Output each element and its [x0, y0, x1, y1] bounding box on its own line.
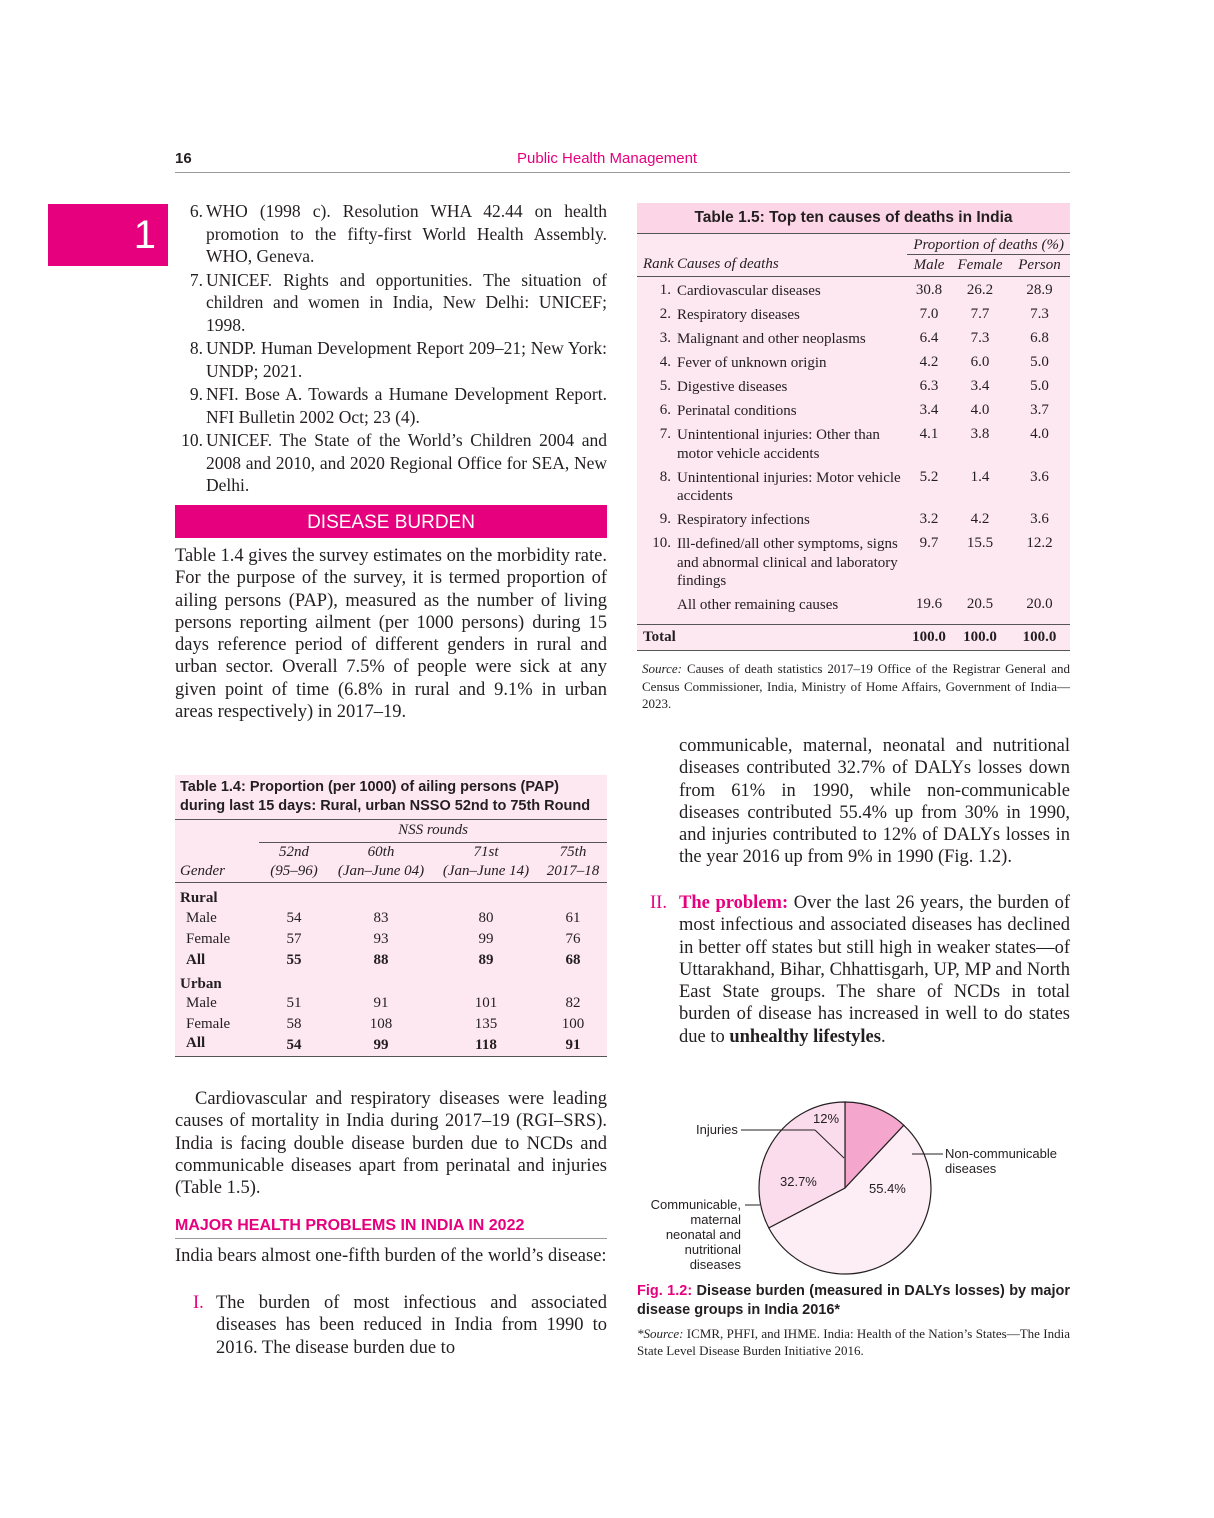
reference-item: [175, 429, 607, 497]
cause-cell: Fever of unknown origin: [677, 355, 827, 371]
table-row: [637, 533, 1070, 594]
female-cell: 3.4: [970, 378, 990, 394]
person-cell: 3.6: [1030, 511, 1049, 527]
running-head: Public Health Management: [517, 150, 698, 167]
cause-cell: Perinatal conditions: [677, 403, 797, 419]
male-cell: 3.2: [919, 511, 939, 527]
list-number-I: I.: [193, 1293, 204, 1313]
cell: 101: [474, 995, 498, 1011]
table-row: [637, 400, 1070, 424]
rank-cell: 6.: [659, 402, 671, 418]
table-row: [637, 509, 1070, 533]
value-label-ncd: 55.4%: [869, 1181, 906, 1196]
cell: 80: [478, 910, 494, 926]
cell: 88: [373, 952, 389, 968]
nss-rounds-header: NSS rounds: [259, 820, 607, 842]
table-row: [175, 929, 607, 950]
source-text: Causes of death statistics 2017–19 Office of the Registrar General and Census Commissioner, India, Ministry of Home Affairs, Government of India—2023.: [642, 661, 1071, 711]
person-header: Person: [1018, 256, 1061, 273]
rank-cell: 5.: [659, 378, 671, 394]
section-label-urban: Urban: [180, 976, 222, 992]
male-cell: 6.3: [919, 378, 939, 394]
person-cell: 20.0: [1026, 596, 1053, 612]
cause-cell: Unintentional injuries: Motor vehicle accidents: [677, 469, 901, 504]
cell: 68: [565, 952, 581, 968]
reference-text: UNICEF. Rights and opportunities. The situation of children and women in India, New Delhi: UNICEF; 1998.: [206, 269, 607, 335]
gender-header: Gender: [180, 863, 225, 880]
section-heading-disease-burden: DISEASE BURDEN: [175, 505, 607, 538]
total-male: 100.0: [912, 628, 946, 645]
rank-cell: 7.: [659, 426, 671, 442]
male-cell: 19.6: [915, 596, 943, 612]
female-cell: 4.0: [970, 402, 990, 418]
period-header: (Jan–June 14): [442, 863, 530, 880]
cell: 58: [286, 1016, 302, 1032]
person-cell: 7.3: [1030, 306, 1049, 322]
cell: 108: [369, 1016, 393, 1032]
male-cell: 7.0: [919, 306, 939, 322]
cell: 57: [286, 931, 302, 947]
cause-cell: Respiratory diseases: [677, 307, 800, 323]
total-female: 100.0: [963, 628, 997, 645]
table-row: [637, 424, 1070, 467]
table-row: [637, 304, 1070, 328]
cell: 89: [478, 952, 494, 968]
table-row: [637, 467, 1070, 510]
female-cell: 20.5: [966, 596, 994, 612]
table-1-4-caption: Table 1.4: Proportion (per 1000) of ailing persons (PAP) during last 15 days: Rural, urban NSSO 52nd to 75th Round: [175, 775, 607, 820]
label-communicable: [651, 1197, 742, 1272]
list-item-I-text: The burden of most infectious and associated diseases has been reduced in India from 1990 to 2016. The disease burden due to: [216, 1293, 607, 1358]
person-cell: 28.9: [1026, 282, 1053, 298]
male-cell: 4.1: [919, 426, 939, 442]
round-header: 75th: [559, 843, 587, 860]
rank-cell: [637, 594, 677, 618]
table-1-4: [175, 775, 607, 1057]
label-communicable-line: maternal: [690, 1212, 741, 1227]
cause-cell: Unintentional injuries: Other than motor vehicle accidents: [677, 427, 880, 462]
cell: 61: [565, 910, 581, 926]
cell: 99: [373, 1036, 389, 1053]
reference-number: 9.: [189, 384, 203, 404]
cell: 54: [286, 910, 302, 926]
section-label-rural: Rural: [180, 889, 218, 906]
label-injuries: Injuries: [696, 1122, 738, 1137]
reference-item: [175, 200, 607, 268]
rank-cell: 3.: [659, 330, 671, 346]
figure-label: Fig. 1.2:: [637, 1283, 693, 1299]
table-row: [637, 376, 1070, 400]
cell: 100: [561, 1016, 585, 1032]
rank-header: Rank: [643, 256, 674, 273]
female-cell: 1.4: [970, 468, 990, 485]
label-ncd-line: Non-communicable: [945, 1146, 1057, 1161]
rank-cell: 2.: [659, 306, 671, 322]
figure-source-label: *Source:: [637, 1326, 684, 1341]
reference-text: WHO (1998 c). Resolution WHA 42.44 on health promotion to the fifty-first World Health Assembly. WHO, Geneva.: [206, 201, 607, 266]
male-cell: 30.8: [915, 282, 943, 298]
proportion-header: Proportion of deaths (%): [907, 234, 1070, 254]
reference-number: 10.: [181, 430, 203, 450]
period-header: 2017–18: [546, 863, 600, 880]
label-communicable-line: diseases: [689, 1257, 741, 1272]
person-cell: 5.0: [1030, 354, 1049, 370]
cell: 93: [373, 931, 389, 947]
rank-cell: 9.: [659, 511, 671, 527]
male-cell: 6.4: [919, 330, 939, 346]
female-cell: 3.8: [970, 426, 990, 442]
page-number: 16: [175, 150, 192, 167]
dalys-paragraph: communicable, maternal, neonatal and nutritional diseases contributed 32.7% of DALYs losses down from 61% in 1990, while non-communicable diseases contributed 55.4% up from 30% in 1990, and injuries contributed to 12% of DALYs losses in the year 2016 up from 9% in 1990 (Fig. 1.2).: [679, 736, 1070, 868]
period-header: (Jan–June 04): [337, 863, 425, 880]
male-cell: 4.2: [919, 354, 939, 370]
label-ncd: [945, 1146, 1057, 1176]
causes-header: Causes of deaths: [677, 256, 779, 273]
list-item-II-text: [679, 892, 1070, 1048]
male-cell: 9.7: [919, 535, 939, 551]
reference-item: [175, 337, 607, 382]
cell: 99: [478, 931, 494, 947]
problem-lead: The problem:: [679, 893, 789, 913]
female-cell: 7.3: [970, 330, 990, 346]
cause-cell: Cardiovascular diseases: [677, 283, 821, 299]
table-row: [637, 352, 1070, 376]
period-header: (95–96): [270, 863, 318, 880]
figure-caption: [637, 1282, 1070, 1320]
header-rule: [175, 172, 1070, 173]
male-cell: 3.4: [919, 402, 939, 418]
female-cell: 15.5: [966, 535, 994, 551]
reference-number: 6.: [189, 201, 203, 221]
cell: 83: [373, 910, 389, 926]
chapter-tab: 1: [48, 204, 168, 266]
person-cell: 3.7: [1030, 402, 1049, 418]
cause-cell: All other remaining causes: [677, 597, 839, 613]
round-header: 52nd: [279, 843, 309, 860]
figure-caption-text: Disease burden (measured in DALYs losses) by major disease groups in India 2016*: [637, 1283, 1070, 1318]
female-cell: 6.0: [970, 354, 990, 370]
table-1-5-source: [642, 660, 1070, 713]
label-communicable-line: neonatal and: [665, 1227, 741, 1242]
person-cell: 12.2: [1026, 535, 1053, 551]
figure-source-text: ICMR, PHFI, and IHME. India: Health of the Nation’s States—The India State Level Disease Burden Initiative 2016.: [637, 1326, 1070, 1358]
row-label: Male: [186, 995, 217, 1011]
cell: 55: [286, 952, 302, 968]
table-row: [637, 328, 1070, 352]
reference-number: 8.: [189, 338, 203, 358]
cell: 51: [286, 995, 302, 1011]
value-label-communicable: 32.7%: [780, 1174, 817, 1189]
cause-cell: Digestive diseases: [677, 379, 788, 395]
total-person: 100.0: [1022, 628, 1057, 645]
label-communicable-line: Communicable,: [650, 1197, 741, 1212]
problem-end: .: [880, 1026, 886, 1047]
cell: 82: [565, 995, 581, 1011]
round-header: 71st: [473, 843, 499, 860]
figure-source: [637, 1325, 1070, 1359]
reference-list: [175, 200, 607, 498]
person-cell: 3.6: [1030, 468, 1049, 485]
person-cell: 4.0: [1030, 426, 1049, 442]
total-label: Total: [643, 628, 676, 645]
row-label: All: [186, 1035, 206, 1052]
table-row: [175, 1014, 607, 1035]
problem-emphasis: unhealthy lifestyles: [729, 1026, 881, 1047]
cause-cell: Respiratory infections: [677, 512, 810, 528]
table-row: [175, 950, 607, 971]
table-row: [175, 1035, 607, 1056]
cell: 54: [286, 1036, 302, 1053]
male-cell: 5.2: [919, 468, 939, 485]
rank-cell: 10.: [652, 535, 671, 551]
reference-text: NFI. Bose A. Towards a Humane Development Report. NFI Bulletin 2002 Oct; 23 (4).: [206, 384, 607, 427]
cell: 91: [373, 995, 389, 1011]
cell: 76: [565, 931, 581, 947]
table-1-5: [637, 203, 1070, 651]
row-label: Male: [186, 910, 217, 926]
label-communicable-line: nutritional: [684, 1242, 741, 1257]
mortality-paragraph: Cardiovascular and respiratory diseases were leading causes of mortality in India during 2017–19 (RGI–SRS). India is facing double disease burden due to NCDs and communicable diseases apart from perinatal and injuries (Table 1.5).: [175, 1089, 607, 1199]
female-header: Female: [957, 256, 1003, 273]
burden-intro-paragraph: India bears almost one-fifth burden of the world’s disease:: [175, 1246, 607, 1266]
table-row: [175, 908, 607, 929]
cause-cell: Ill-defined/all other symptoms, signs and abnormal clinical and laboratory findings: [677, 536, 898, 589]
cause-cell: Malignant and other neoplasms: [677, 331, 866, 347]
female-cell: 7.7: [970, 306, 990, 322]
person-cell: 5.0: [1030, 378, 1049, 394]
label-ncd-line: diseases: [945, 1161, 997, 1176]
reference-item: [175, 269, 607, 337]
cell: 135: [474, 1016, 498, 1032]
reference-text: UNICEF. The State of the World’s Children 2004 and 2008 and 2010, and 2020 Regional Office for SEA, New Delhi.: [206, 430, 607, 495]
reference-text: UNDP. Human Development Report 209–21; New York: UNDP; 2021.: [206, 338, 607, 381]
rank-cell: 4.: [659, 354, 671, 370]
female-cell: 26.2: [966, 282, 994, 298]
reference-item: [175, 383, 607, 428]
table-row: [175, 993, 607, 1014]
total-row: [637, 624, 1070, 650]
row-label: All: [186, 952, 206, 968]
pie-chart: [637, 1090, 1070, 1285]
section-heading-major-problems: MAJOR HEALTH PROBLEMS IN INDIA IN 2022: [175, 1217, 607, 1239]
value-label-injuries: 12%: [813, 1111, 840, 1126]
round-header: 60th: [367, 843, 395, 860]
disease-burden-paragraph: Table 1.4 gives the survey estimates on the morbidity rate. For the purpose of the survey, it is termed proportion of ailing persons (PAP), measured as the number of living persons reporting ailment (per 1000 persons) during 15 days reference period of different genders in rural and urban sector. Overall 7.5% of people were sick at any given point of time (6.8% in rural and 9.1% in urban areas respectively) in 2017–19.: [175, 546, 607, 723]
table-row: [637, 594, 1070, 618]
rank-cell: 1.: [659, 282, 671, 298]
problem-text: Over the last 26 years, the burden of most infectious and associated diseases has declined in better off states but still high in weaker states—of Uttarakhand, Bihar, Chhattisgarh, UP, MP and North East State groups. The share of NCDs in total burden of disease has increased in well to do states due to: [679, 893, 1070, 1047]
list-number-II: II.: [650, 893, 667, 913]
male-header: Male: [913, 256, 945, 273]
table-1-5-caption: Table 1.5: Top ten causes of deaths in India: [637, 203, 1070, 234]
reference-number: 7.: [189, 269, 203, 290]
source-label: Source:: [642, 661, 682, 676]
row-label: Female: [186, 1016, 231, 1032]
row-label: Female: [186, 931, 231, 947]
cell: 91: [565, 1036, 581, 1053]
person-cell: 6.8: [1030, 330, 1049, 346]
table-row: [637, 280, 1070, 304]
cell: 118: [475, 1036, 497, 1053]
female-cell: 4.2: [970, 511, 990, 527]
rank-cell: 8.: [659, 468, 671, 485]
